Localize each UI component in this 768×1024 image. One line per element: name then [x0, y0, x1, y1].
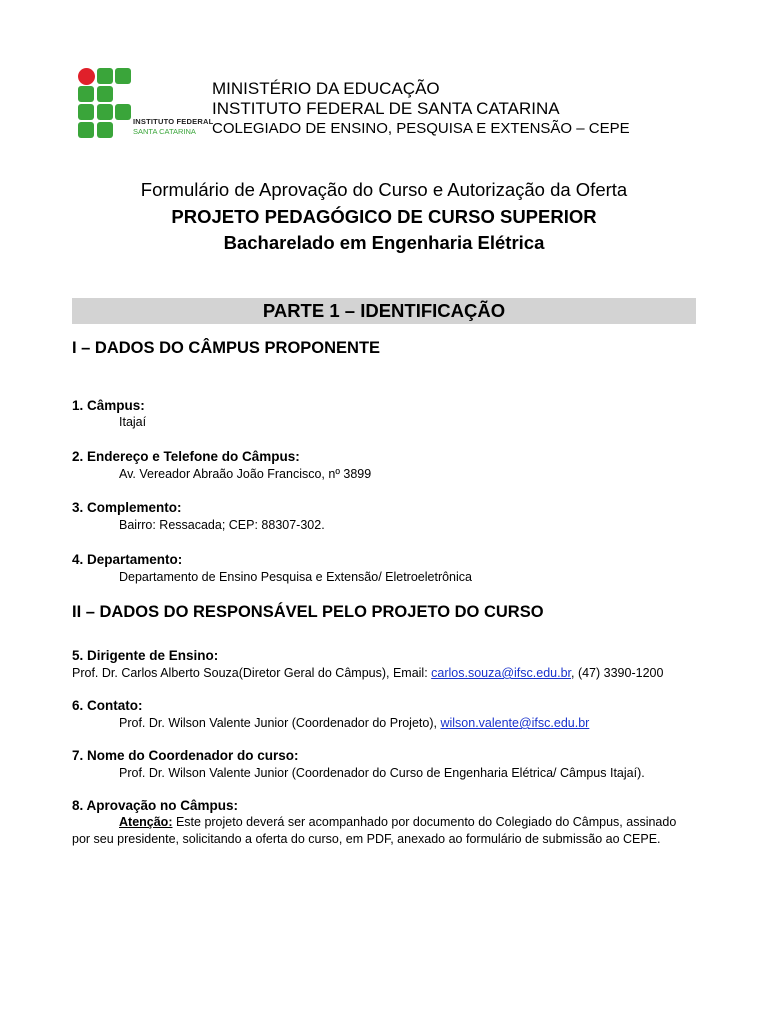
- coordinator-value: Prof. Dr. Wilson Valente Junior (Coordenador do Curso de Engenharia Elétrica/ Câmpus Itajaí).: [119, 766, 645, 780]
- coordinator-label: 7. Nome do Coordenador do curso:: [72, 748, 299, 763]
- campus-value: Itajaí: [119, 415, 147, 429]
- project-title: PROJETO PEDAGÓGICO DE CURSO SUPERIOR: [171, 206, 597, 227]
- director-email-link[interactable]: carlos.souza@ifsc.edu.br: [431, 666, 571, 680]
- contact-label: 6. Contato:: [72, 698, 143, 713]
- section2-heading: II – DADOS DO RESPONSÁVEL PELO PROJETO DO CURSO: [72, 603, 544, 621]
- attention-label: Atenção:: [119, 815, 173, 829]
- director-label: 5. Dirigente de Ensino:: [72, 648, 219, 663]
- logo-text-state: SANTA CATARINA: [133, 127, 196, 136]
- complement-label: 3. Complemento:: [72, 500, 182, 515]
- part1-heading: PARTE 1 – IDENTIFICAÇÃO: [72, 298, 696, 324]
- ifsc-logo: [78, 68, 212, 140]
- department-label: 4. Departamento:: [72, 552, 183, 567]
- complement-value: Bairro: Ressacada; CEP: 88307-302.: [119, 518, 325, 532]
- institute-line: INSTITUTO FEDERAL DE SANTA CATARINA: [212, 99, 560, 118]
- contact-value: [119, 716, 589, 730]
- approval-label: 8. Aprovação no Câmpus:: [72, 798, 239, 813]
- council-line: COLEGIADO DE ENSINO, PESQUISA E EXTENSÃO – CEPE: [212, 120, 630, 137]
- approval-text-line2: por seu presidente, solicitando a oferta do curso, em PDF, anexado ao formulário de submissão ao CEPE.: [72, 832, 661, 846]
- logo-text-institute: INSTITUTO FEDERAL: [133, 117, 214, 126]
- approval-text-line1: [119, 815, 676, 829]
- director-name: Prof. Dr. Carlos Alberto Souza(Diretor Geral do Câmpus), Email:: [72, 666, 432, 680]
- ministry-line: MINISTÉRIO DA EDUCAÇÃO: [212, 79, 440, 98]
- campus-label: 1. Câmpus:: [72, 398, 145, 413]
- approval-text-1: Este projeto deverá ser acompanhado por documento do Colegiado do Câmpus, assinado: [172, 815, 677, 829]
- form-title: Formulário de Aprovação do Curso e Autorização da Oferta: [140, 179, 628, 200]
- section1-heading: I – DADOS DO CÂMPUS PROPONENTE: [72, 339, 381, 357]
- course-title: Bacharelado em Engenharia Elétrica: [223, 232, 545, 253]
- address-label: 2. Endereço e Telefone do Câmpus:: [72, 449, 300, 464]
- director-value: [72, 666, 663, 680]
- logo-red-dot: [78, 68, 95, 85]
- address-value: Av. Vereador Abraão João Francisco, nº 3899: [119, 467, 372, 481]
- department-value: Departamento de Ensino Pesquisa e Extensão/ Eletroeletrônica: [119, 570, 472, 584]
- contact-email-link[interactable]: wilson.valente@ifsc.edu.br: [440, 716, 590, 730]
- director-phone: , (47) 3390-1200: [571, 666, 664, 680]
- contact-name: Prof. Dr. Wilson Valente Junior (Coordenador do Projeto),: [119, 716, 441, 730]
